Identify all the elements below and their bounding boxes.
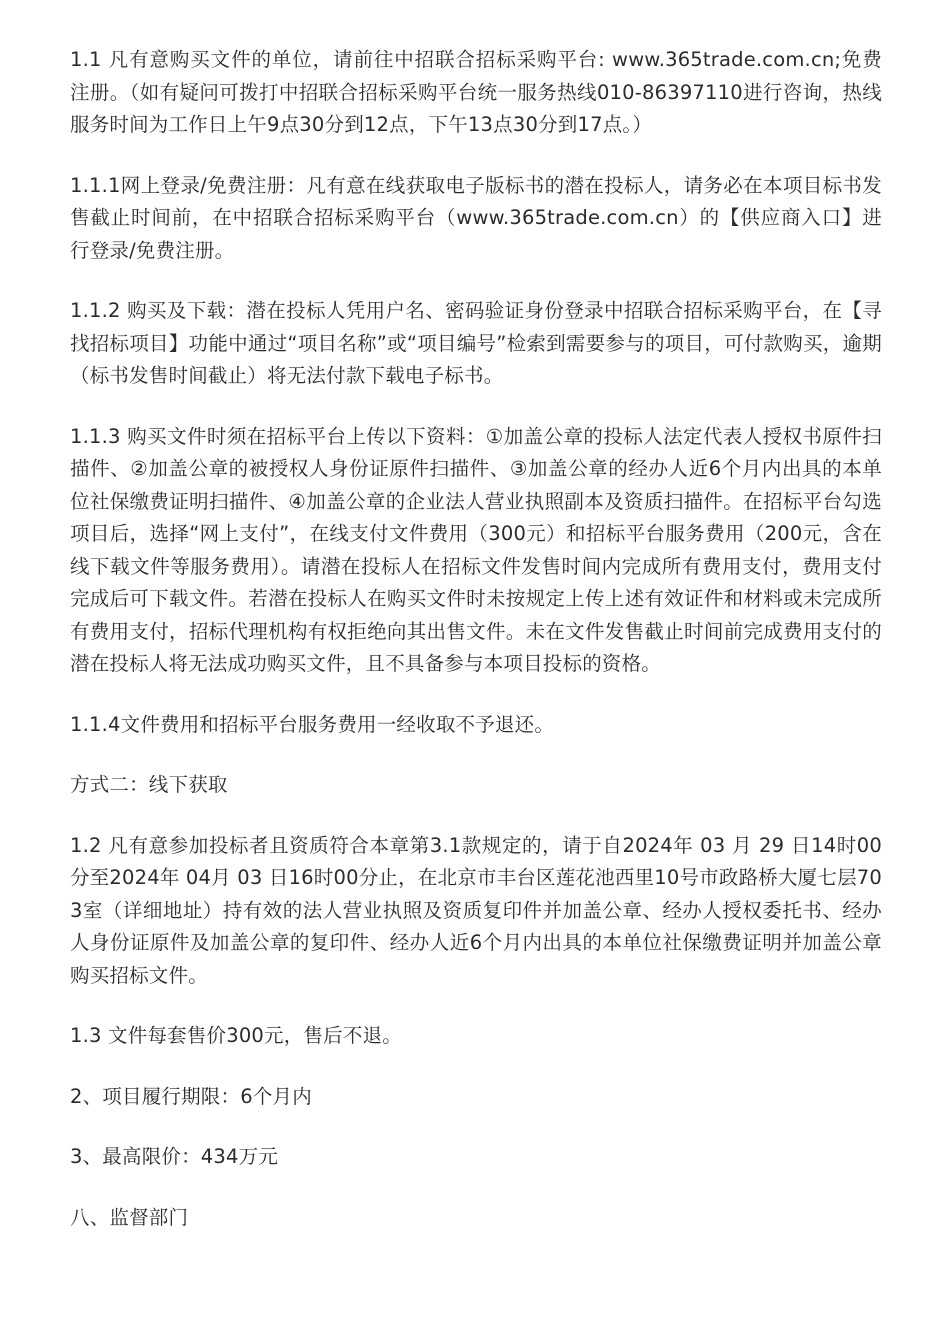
- document-body: [70, 44, 882, 1262]
- section-8-supervision-heading: 八、监督部门: [70, 1205, 189, 1229]
- paragraph-3-price-ceiling: 3、最高限价：434万元: [70, 1145, 279, 1168]
- paragraph-method-two-heading: 方式二：线下获取: [70, 773, 228, 796]
- paragraph-1-2-offline-purchase: 1.2 凡有意参加投标者且资质符合本章第3.1款规定的，请于自2024年 03 月 29 日14时00分至2024年 04月 03 日16时00分止，在北京市丰台区莲花池西里10号市政路桥大厦七层703室（详细地址）持有效的法人营业执照及资质复印件并加盖公章、经办人授权委托书、经办人身份证原件及加盖公章的复印件、经办人近6个月内出具的本单位社保缴费证明并加盖公章购买招标文件。: [70, 833, 882, 987]
- paragraph-1-1-1-online-registration: 1.1.1网上登录/免费注册：凡有意在线获取电子版标书的潜在投标人，请务必在本项目标书发售截止时间前，在中招联合招标采购平台（www.365trade.com.cn）的【供应商入口】进行登录/免费注册。: [70, 173, 882, 262]
- paragraph-1-1-purchase-platform: 1.1 凡有意购买文件的单位，请前往中招联合招标采购平台: www.365trade.com.cn;免费注册。（如有疑问可拨打中招联合招标采购平台统一服务热线010-86397110进行咨询，热线服务时间为工作日上午9点30分到12点，下午13点30分到17点。）: [70, 48, 882, 136]
- paragraph-1-3-document-price: 1.3 文件每套售价300元，售后不退。: [70, 1024, 402, 1047]
- paragraph-1-1-2-purchase-download: 1.1.2 购买及下载：潜在投标人凭用户名、密码验证身份登录中招联合招标采购平台，在【寻找招标项目】功能中通过“项目名称”或“项目编号”检索到需要参与的项目，可付款购买，逾期（标书发售时间截止）将无法付款下载电子标书。: [70, 299, 882, 387]
- paragraph-1-1-4-fees-nonrefundable: 1.1.4文件费用和招标平台服务费用一经收取不予退还。: [70, 712, 555, 736]
- paragraph-1-1-3-upload-materials: 1.1.3 购买文件时须在招标平台上传以下资料：①加盖公章的投标人法定代表人授权书原件扫描件、②加盖公章的被授权人身份证原件扫描件、③加盖公章的经办人近6个月内出具的本单位社保缴费证明扫描件、④加盖公章的企业法人营业执照副本及资质扫描件。在招标平台勾选项目后，选择“网上支付”，在线支付文件费用（300元）和招标平台服务费用（200元，含在线下载文件等服务费用）。请潜在投标人在招标文件发售时间内完成所有费用支付，费用支付完成后可下载文件。若潜在投标人在购买文件时未按规定上传上述有效证件和材料或未完成所有费用支付，招标代理机构有权拒绝向其出售文件。未在文件发售截止时间前完成费用支付的潜在投标人将无法成功购买文件，且不具备参与本项目投标的资格。: [70, 424, 882, 675]
- paragraph-2-performance-period: 2、项目履行期限：6个月内: [70, 1084, 312, 1108]
